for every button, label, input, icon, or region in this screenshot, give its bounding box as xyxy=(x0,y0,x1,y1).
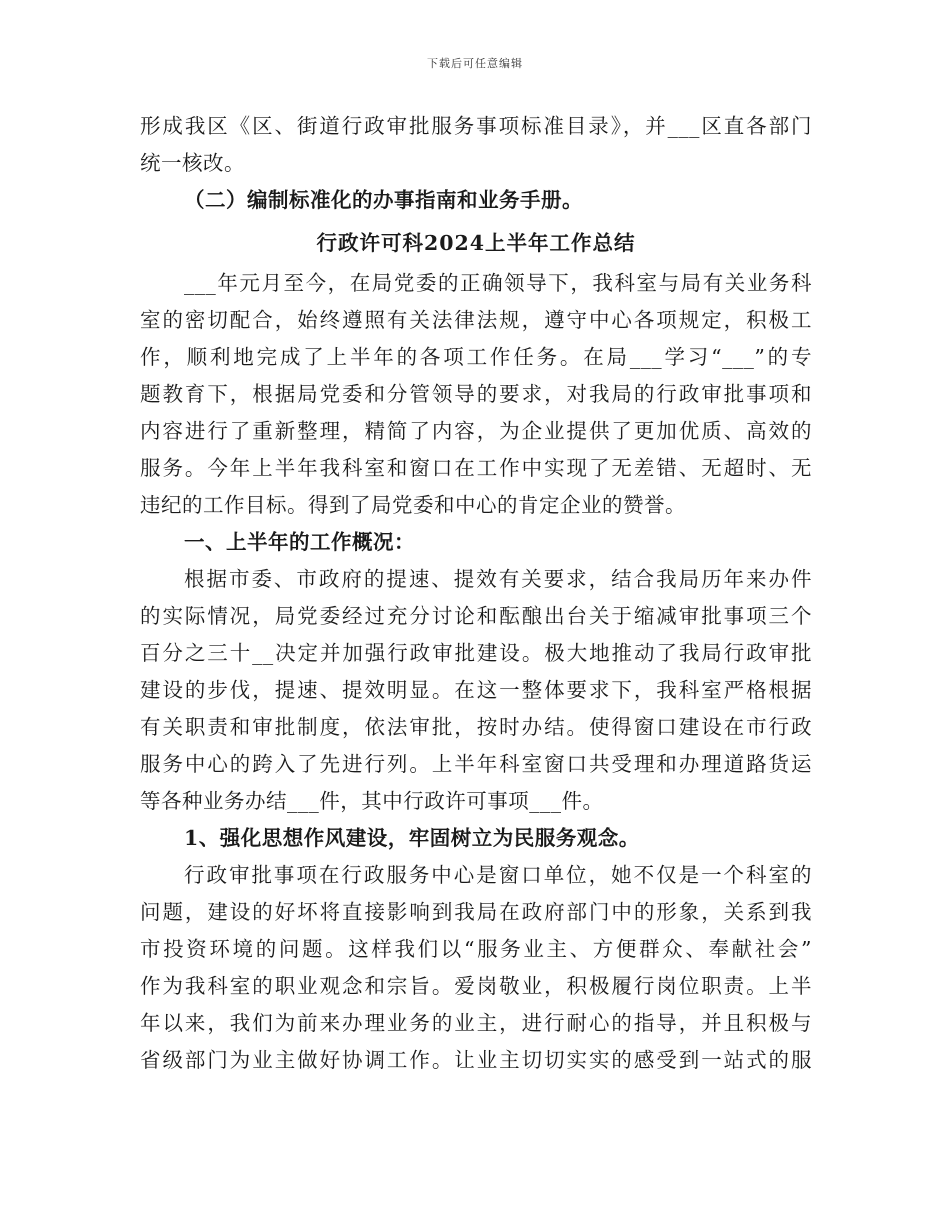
paragraph-line: 建设的步伐，提速、提效明显。在这一整体要求下，我科室严格根据 xyxy=(140,678,812,702)
paragraph-line: 市投资环境的问题。这样我们以“服务业主、方便群众、奉献社会” xyxy=(140,937,812,961)
paragraph-line: 服务。今年上半年我科室和窗口在工作中实现了无差错、无超时、无 xyxy=(140,456,812,480)
paragraph-line: 问题，建设的好坏将直接影响到我局在政府部门中的形象，关系到我 xyxy=(140,900,812,924)
document-body xyxy=(140,108,812,1079)
document-title: 行政许可科2024上半年工作总结 xyxy=(316,231,636,255)
paragraph-line: 室的密切配合，始终遵照有关法律法规，遵守中心各项规定，积极工 xyxy=(140,308,812,332)
paragraph-line: 内容进行了重新整理，精简了内容，为企业提供了更加优质、高效的 xyxy=(140,419,812,443)
paragraph-line: 作，顺利地完成了上半年的各项工作任务。在局___学习“___”的专 xyxy=(140,345,812,369)
paragraph-line: 违纪的工作目标。得到了局党委和中心的肯定企业的赞誉。 xyxy=(140,493,686,517)
paragraph-line: 省级部门为业主做好协调工作。让业主切切实实的感受到一站式的服 xyxy=(140,1048,812,1072)
paragraph-line: 年以来，我们为前来办理业务的业主，进行耐心的指导，并且积极与 xyxy=(140,1011,812,1035)
paragraph-line: 等各种业务办结___件，其中行政许可事项___件。 xyxy=(140,789,604,813)
page-header: 下载后可任意编辑 xyxy=(427,57,523,70)
paragraph-line: 百分之三十__决定并加强行政审批建设。极大地推动了我局行政审批 xyxy=(140,641,812,665)
section-heading: 一、上半年的工作概况： xyxy=(184,530,415,554)
paragraph-line: 形成我区《区、街道行政审批服务事项标准目录》，并___区直各部门 xyxy=(140,114,812,138)
paragraph-line: 统一核改。 xyxy=(140,151,245,175)
subheading: （二）编制标准化的办事指南和业务手册。 xyxy=(184,188,583,212)
paragraph-line: ___年元月至今，在局党委的正确领导下，我科室与局有关业务科 xyxy=(184,271,812,295)
paragraph-line: 行政审批事项在行政服务中心是窗口单位，她不仅是一个科室的 xyxy=(184,863,812,887)
paragraph-line: 服务中心的跨入了先进行列。上半年科室窗口共受理和办理道路货运 xyxy=(140,752,812,776)
paragraph-line: 作为我科室的职业观念和宗旨。爱岗敬业，积极履行岗位职责。上半 xyxy=(140,974,812,998)
paragraph-line: 根据市委、市政府的提速、提效有关要求，结合我局历年来办件 xyxy=(184,567,812,591)
paragraph-line: 题教育下，根据局党委和分管领导的要求，对我局的行政审批事项和 xyxy=(140,382,812,406)
paragraph-line: 的实际情况，局党委经过充分讨论和酝酿出台关于缩减审批事项三个 xyxy=(140,604,812,628)
point-heading: 1、强化思想作风建设，牢固树立为民服务观念。 xyxy=(184,826,640,850)
paragraph-line: 有关职责和审批制度，依法审批，按时办结。使得窗口建设在市行政 xyxy=(140,715,812,739)
